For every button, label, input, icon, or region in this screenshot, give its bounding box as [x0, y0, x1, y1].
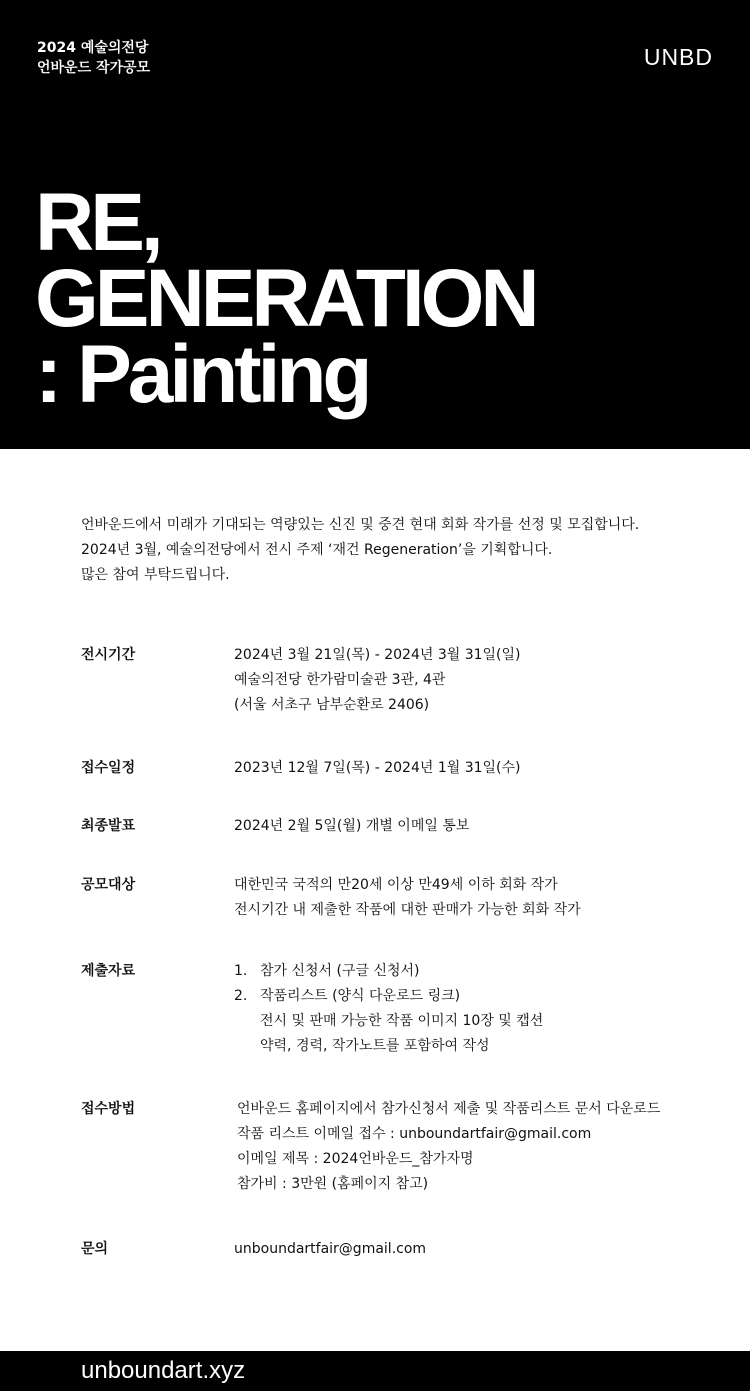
info-value	[234, 814, 701, 839]
intro-line-3: 많은 참여 부탁드립니다.	[81, 567, 230, 583]
list-item-text: 참가 신청서 (구글 신청서)	[260, 963, 420, 979]
info-label: 제출자료	[81, 963, 136, 979]
hero-banner	[0, 0, 750, 449]
eyebrow-line-1: 2024 예술의전당	[37, 40, 149, 56]
info-value	[234, 873, 701, 923]
website-url: unboundart.xyz	[81, 1357, 246, 1384]
info-label: 접수일정	[81, 760, 136, 776]
list-item-text: 작품리스트 (양식 다운로드 링크)	[260, 988, 461, 1004]
info-line: 작품 리스트 이메일 접수 : unboundartfair@gmail.com	[237, 1126, 592, 1142]
info-line: (서울 서초구 남부순환로 2406)	[234, 697, 430, 713]
footer-bar	[0, 1351, 750, 1391]
info-value	[234, 643, 701, 718]
list-item-number: 1.	[234, 963, 248, 979]
info-line: 2023년 12월 7일(목) - 2024년 1월 31일(수)	[234, 760, 521, 776]
contact-email: unboundartfair@gmail.com	[234, 1241, 427, 1257]
info-line: 참가비 : 3만원 (홈페이지 참고)	[237, 1176, 429, 1192]
info-row-materials	[81, 959, 701, 1059]
info-line: 언바운드 홈페이지에서 참가신청서 제출 및 작품리스트 문서 다운로드	[237, 1101, 661, 1117]
info-line: 대한민국 국적의 만20세 이상 만49세 이하 회화 작가	[234, 877, 558, 893]
info-row-contact	[81, 1237, 701, 1262]
list-item-number: 2.	[234, 988, 248, 1004]
info-line: 예술의전당 한가람미술관 3관, 4관	[234, 672, 446, 688]
info-label: 문의	[81, 1241, 109, 1257]
intro-line-2: 2024년 3월, 예술의전당에서 전시 주제 ‘재건 Regeneration’을 기획합니다.	[81, 542, 553, 558]
headline-line-1: RE,	[35, 177, 160, 268]
info-row-exhibition	[81, 643, 701, 718]
info-label: 전시기간	[81, 647, 136, 663]
intro-line-1: 언바운드에서 미래가 기대되는 역량있는 신진 및 중견 현대 회화 작가를 선정 및 모집합니다.	[81, 517, 640, 533]
info-label: 최종발표	[81, 818, 136, 834]
eyebrow-line-2: 언바운드 작가공모	[37, 60, 151, 76]
headline-line-3: : Painting	[35, 329, 369, 420]
headline-line-2: GENERATION	[35, 253, 536, 344]
headline	[35, 177, 536, 420]
info-value	[234, 756, 701, 781]
info-row-reception-period	[81, 756, 701, 781]
info-value	[234, 1237, 701, 1262]
list-item-detail: 약력, 경력, 작가노트를 포함하여 작성	[260, 1038, 490, 1054]
info-value	[234, 1097, 701, 1197]
list-item-detail: 전시 및 판매 가능한 작품 이미지 10장 및 캡션	[260, 1013, 544, 1029]
list-item	[234, 984, 701, 1009]
materials-list	[234, 959, 701, 1059]
event-eyebrow	[37, 38, 150, 78]
info-line: 2024년 3월 21일(목) - 2024년 3월 31일(일)	[234, 647, 521, 663]
info-label: 접수방법	[81, 1101, 136, 1117]
info-label: 공모대상	[81, 877, 136, 893]
intro-paragraph	[81, 513, 701, 588]
info-line: 2024년 2월 5일(월) 개별 이메일 통보	[234, 818, 470, 834]
info-row-method	[81, 1097, 701, 1197]
info-line: 이메일 제목 : 2024언바운드_참가자명	[237, 1151, 474, 1167]
info-row-eligibility	[81, 873, 701, 923]
info-row-announcement	[81, 814, 701, 839]
info-line: 전시기간 내 제출한 작품에 대한 판매가 가능한 회화 작가	[234, 902, 581, 918]
brand-logo: UNBD	[643, 44, 713, 70]
list-item	[234, 959, 701, 984]
